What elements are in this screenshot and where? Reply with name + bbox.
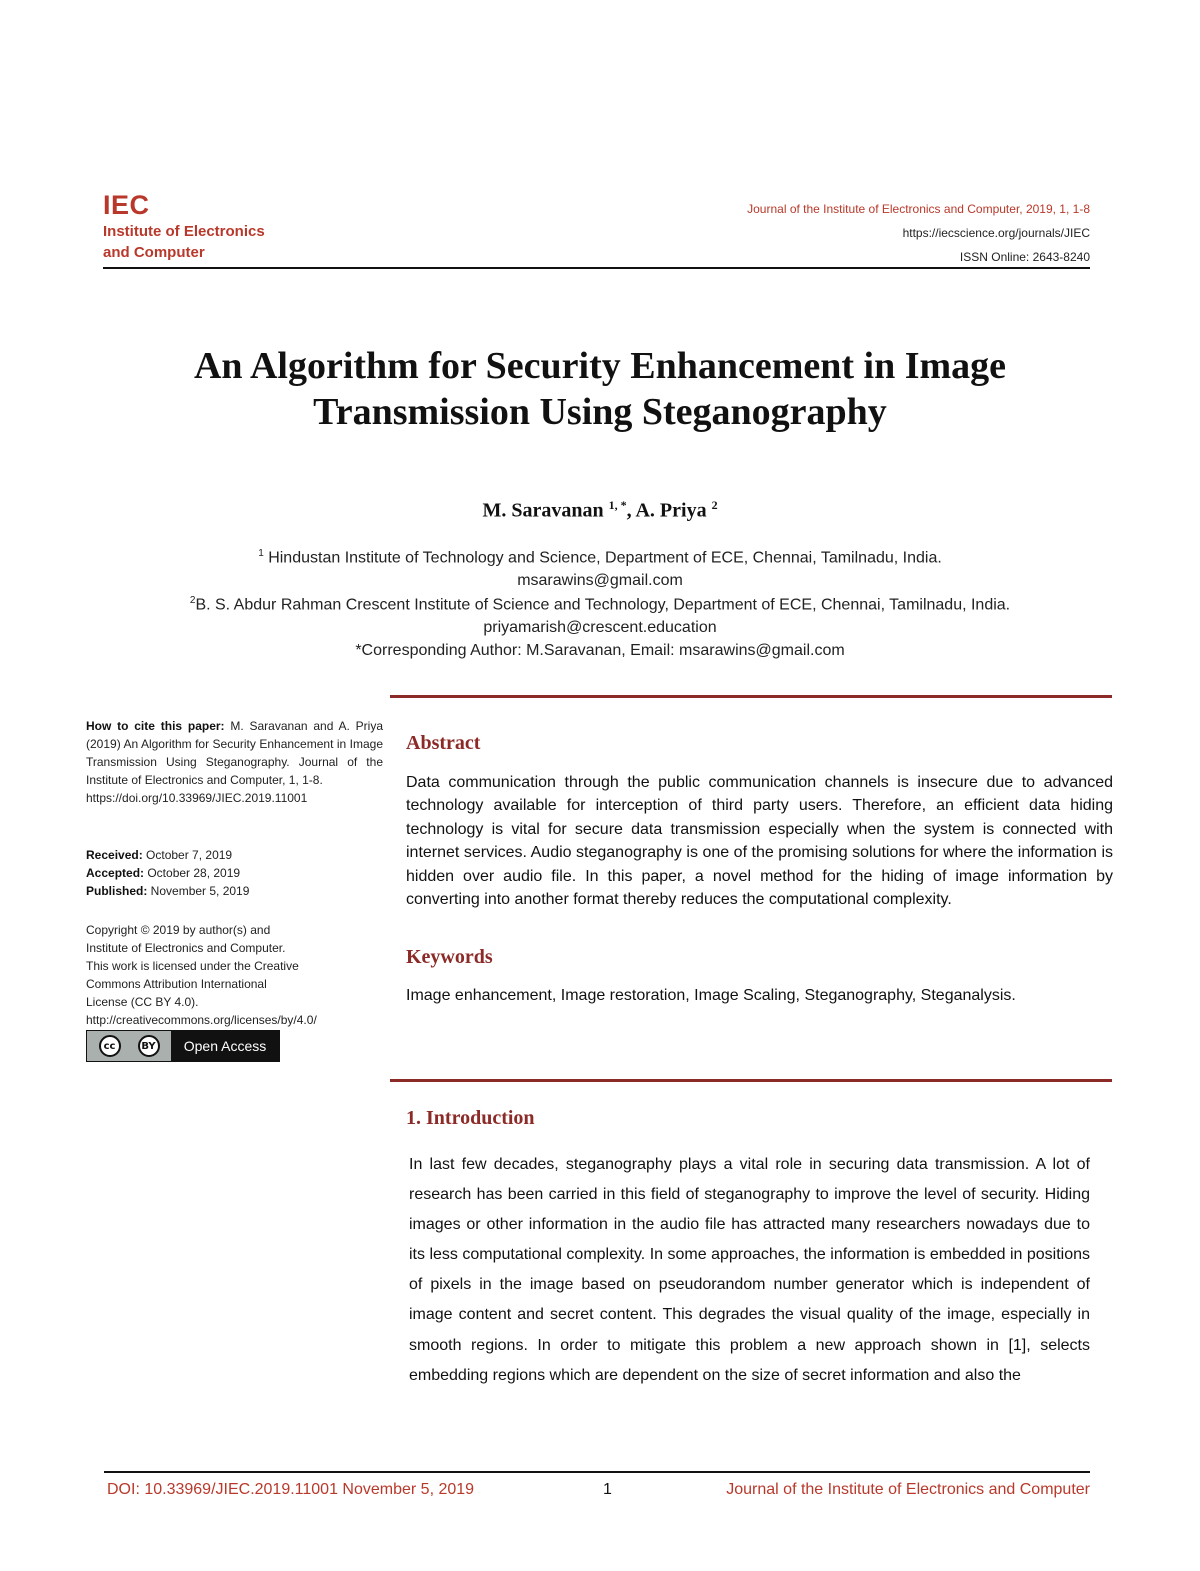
copyright-line: Copyright © 2019 by author(s) and xyxy=(86,923,271,937)
publisher-logo: IEC xyxy=(103,190,150,220)
page-number: 1 xyxy=(603,1481,612,1498)
author-affiliation-mark: 1, * xyxy=(608,498,627,512)
open-access-label: Open Access xyxy=(171,1031,279,1061)
publisher-name-line1: Institute of Electronics xyxy=(103,223,265,240)
affiliation-mark: 2 xyxy=(189,595,196,606)
published-date: Published: November 5, 2019 xyxy=(86,884,250,898)
copyright-line: This work is licensed under the Creative xyxy=(86,959,299,973)
journal-url-link[interactable]: https://iecscience.org/journals/JIEC xyxy=(902,226,1090,240)
introduction-heading: 1. Introduction xyxy=(406,1107,535,1129)
abstract-heading: Abstract xyxy=(406,732,481,754)
accepted-date: Accepted: October 28, 2019 xyxy=(86,866,241,880)
paper-title xyxy=(100,343,1100,435)
footer-journal: Journal of the Institute of Electronics and Computer xyxy=(726,1481,1090,1498)
affiliation-text: Hindustan Institute of Technology and Science, Department of ECE, Chennai, Tamilnadu, India. xyxy=(263,549,942,567)
creative-commons-icon: cc xyxy=(99,1035,121,1057)
footer-divider xyxy=(104,1471,1090,1473)
affiliation-mark: 1 xyxy=(258,548,264,559)
introduction-text: In last few decades, steganography plays a vital role in securing data transmission. A lot of research has been carried in this field of steganography to improve the level of security. Hiding images or other information in the audio file has attracted many researchers nowadays due to its less computational complexity. In some approaches, the information is embedded in positions of pixels in the image based on pseudorandom number generator which is independent of image content and secret content. This degrades the visual quality of the image, especially in smooth regions. In order to mitigate this problem a new approach shown in [1], selects embedding regions which are dependent on the size of secret information and also the xyxy=(409,1156,1090,1384)
citation-doi-link[interactable]: https://doi.org/10.33969/JIEC.2019.11001 xyxy=(86,791,308,805)
footer-doi: DOI: 10.33969/JIEC.2019.11001 November 5, 2019 xyxy=(107,1481,475,1498)
corresponding-author: *Corresponding Author: M.Saravanan, Email: msarawins@gmail.com xyxy=(355,642,845,659)
paper-title-line2: Transmission Using Steganography xyxy=(313,391,887,433)
author-name: M. Saravanan xyxy=(482,499,604,522)
author-affiliation-mark: 2 xyxy=(711,498,718,512)
cc-logo xyxy=(87,1031,171,1061)
keywords-text: Image enhancement, Image restoration, Image Scaling, Steganography, Steganalysis. xyxy=(406,987,1016,1004)
paper-title-line1: An Algorithm for Security Enhancement in Image xyxy=(193,345,1007,387)
section-divider xyxy=(390,695,1112,698)
affiliation-1 xyxy=(100,548,1100,567)
copyright-line: Commons Attribution International xyxy=(86,977,267,991)
keywords-heading: Keywords xyxy=(406,946,493,968)
copyright-line: Institute of Electronics and Computer. xyxy=(86,941,286,955)
author-list xyxy=(100,498,1100,523)
affiliation-2-email[interactable]: priyamarish@crescent.education xyxy=(483,619,717,636)
issn: ISSN Online: 2643-8240 xyxy=(959,250,1090,264)
publisher-name-line2: and Computer xyxy=(103,244,205,261)
section-divider xyxy=(390,1079,1112,1082)
publication-dates xyxy=(86,846,383,900)
journal-reference: Journal of the Institute of Electronics and Computer, 2019, 1, 1-8 xyxy=(747,202,1090,216)
affiliation-1-email[interactable]: msarawins@gmail.com xyxy=(517,572,683,589)
copyright-line: License (CC BY 4.0). xyxy=(86,995,199,1009)
header-divider xyxy=(103,267,1090,269)
affiliation-2 xyxy=(100,595,1100,614)
affiliation-text: B. S. Abdur Rahman Crescent Institute of Science and Technology, Department of ECE, Chennai, Tamilnadu, India. xyxy=(195,596,1011,614)
author-separator: , xyxy=(626,499,636,522)
author-name: A. Priya xyxy=(635,499,707,522)
attribution-icon: BY xyxy=(138,1035,160,1057)
citation-box xyxy=(86,717,383,807)
cc-license-badge[interactable] xyxy=(86,1030,280,1062)
abstract-text: Data communication through the public communication channels is insecure due to advanced technology available for interception of third party users. Therefore, an efficient data hiding technology is vital for secure data transmission especially when the system is connected with internet services. Audio steganography is one of the promising solutions for where the information is hidden over audio file. In this paper, a novel method for the hiding of image information by converting into another format thereby reduces the computational complexity. xyxy=(406,774,1113,909)
license-link[interactable]: http://creativecommons.org/licenses/by/4.0/ xyxy=(86,1013,317,1027)
received-date: Received: October 7, 2019 xyxy=(86,848,233,862)
copyright-notice xyxy=(86,921,383,1029)
citation-text: M. Saravanan and A. Priya (2019) An Algorithm for Security Enhancement in Image Transmission Using Steganography. Journal of the Institute of Electronics and Computer, 1, 1-8. xyxy=(86,719,383,787)
citation-label: How to cite this paper: xyxy=(86,719,225,733)
